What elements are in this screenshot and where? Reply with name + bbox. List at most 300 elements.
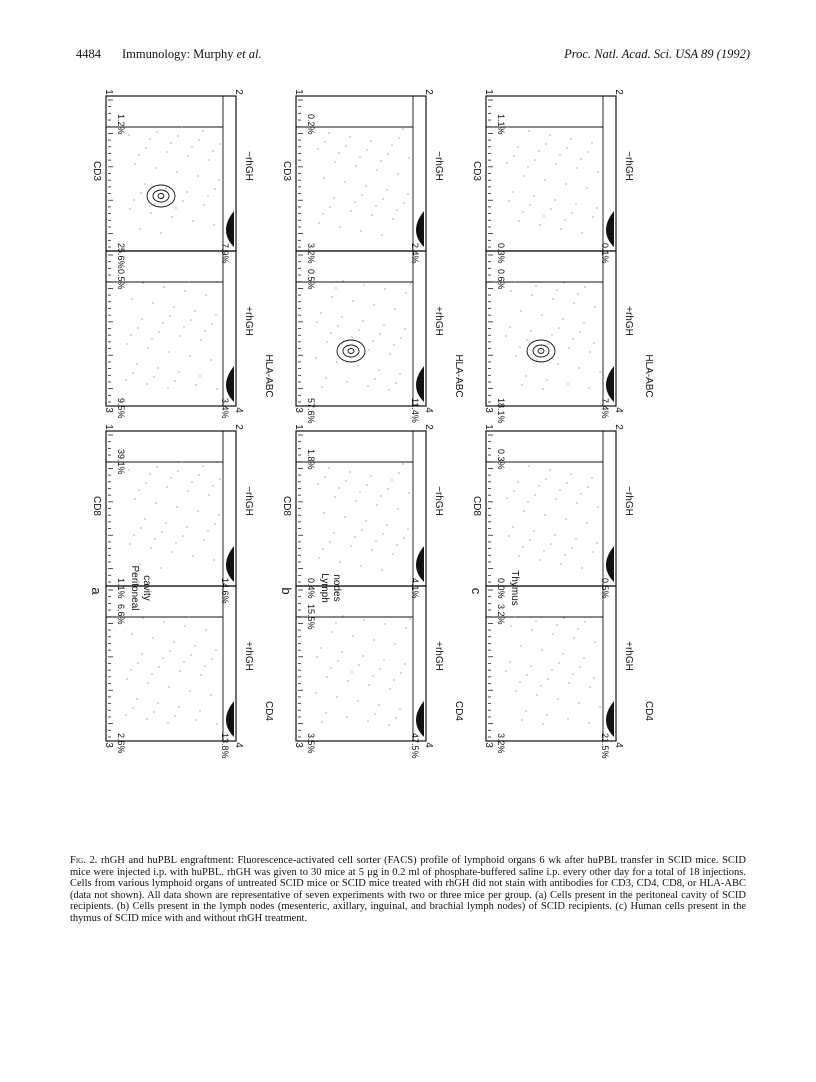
event-dot <box>518 555 519 556</box>
event-dot <box>566 147 567 148</box>
figure-caption <box>70 855 746 950</box>
event-dot <box>365 520 366 521</box>
event-dot <box>176 171 177 172</box>
event-dot <box>184 290 185 291</box>
event-dot <box>383 324 384 325</box>
event-dot <box>395 382 396 383</box>
event-dot <box>128 469 129 470</box>
event-dot <box>543 550 544 551</box>
quadrant-percent: 25.6% <box>116 243 126 269</box>
facs-panel <box>486 431 616 599</box>
event-dot <box>316 656 317 657</box>
event-dot <box>336 696 337 697</box>
corner-label: 2 <box>233 89 244 95</box>
quadrant-percent: 0.1% <box>600 243 610 264</box>
event-dot <box>578 367 579 368</box>
event-dot <box>587 486 588 487</box>
event-dot <box>175 207 176 208</box>
event-dot <box>394 643 395 644</box>
contour-ring <box>147 185 175 207</box>
event-dot <box>346 716 347 717</box>
event-dot <box>154 538 155 539</box>
event-dot <box>351 336 352 337</box>
event-dot <box>563 282 564 283</box>
quadrant-percent: 13.8% <box>220 733 230 759</box>
event-dot <box>549 469 550 470</box>
event-dot <box>572 338 573 339</box>
treatment-label: −rhGH <box>433 151 444 181</box>
event-dot <box>191 146 192 147</box>
event-dot <box>197 510 198 511</box>
event-dot <box>162 322 163 323</box>
y-axis-label: CD3 <box>281 160 292 182</box>
event-dot <box>181 461 182 462</box>
event-dot <box>211 323 212 324</box>
event-dot <box>539 559 540 560</box>
event-dot <box>568 682 569 683</box>
quadrant-percent: 21.5% <box>600 733 610 759</box>
event-dot <box>558 662 559 663</box>
event-dot <box>551 669 552 670</box>
event-dot <box>394 308 395 309</box>
event-dot <box>562 653 563 654</box>
event-dot <box>375 205 376 206</box>
event-dot <box>149 473 150 474</box>
event-dot <box>150 212 151 213</box>
event-dot <box>593 677 594 678</box>
event-dot <box>546 379 547 380</box>
treatment-label: +rhGH <box>623 306 634 336</box>
event-dot <box>329 206 330 207</box>
event-dot <box>368 684 369 685</box>
event-dot <box>381 234 382 235</box>
event-dot <box>405 627 406 628</box>
event-dot <box>546 714 547 715</box>
event-dot <box>163 286 164 287</box>
event-dot <box>315 357 316 358</box>
quadrant-percent: 14.6% <box>220 578 230 604</box>
event-dot <box>320 647 321 648</box>
corner-label: 1 <box>103 89 114 95</box>
event-dot <box>181 126 182 127</box>
event-dot <box>365 185 366 186</box>
event-dot <box>331 631 332 632</box>
event-dot <box>192 220 193 221</box>
caption-text: rhGH and huPBL engraftment: Fluorescence-activated cell sorter (FACS) profile of lymphoid organs 6 wk after huPBL transfer in SCID mice. SCID mice were injected i.p. with huPBL. rhGH was given to 30 mice at 5 μg in 0.2 ml of phosphate-buffered saline i.p. every other day for a total of 18 injections. Cells from various lymphoid organs of untreated SCID mice or SCID mice treated with rhGH did not stain with antibodies for CD3, CD4, CD8, or HLA-ABC (data not shown). All data shown are representative of seven experiments with two or three mice per group. (a) Cells present in the peritoneal cavity of SCID recipients. (b) Cells present in the lymph nodes (mesenteric, axillary, inguinal, and brachial lymph nodes) of SCID recipients. (c) Human cells present in the thymus of SCID mice with and without rhGH treatment. <box>70 855 746 924</box>
event-dot <box>128 134 129 135</box>
event-dot <box>146 718 147 719</box>
treatment-label: −rhGH <box>623 486 634 516</box>
corner-label: 3 <box>483 407 494 413</box>
event-dot <box>190 319 191 320</box>
event-dot <box>322 548 323 549</box>
quadrant-percent: 0.3% <box>496 449 506 470</box>
event-dot <box>380 495 381 496</box>
event-dot <box>210 359 211 360</box>
event-dot <box>573 637 574 638</box>
event-dot <box>214 188 215 189</box>
event-dot <box>192 555 193 556</box>
event-dot <box>584 621 585 622</box>
event-dot <box>372 340 373 341</box>
event-dot <box>336 361 337 362</box>
event-dot <box>160 567 161 568</box>
event-dot <box>367 720 368 721</box>
event-dot <box>529 204 530 205</box>
event-dot <box>156 466 157 467</box>
quadrant-percent: 3.2% <box>496 733 506 754</box>
event-dot <box>506 497 507 498</box>
event-dot <box>508 535 509 536</box>
event-dot <box>380 160 381 161</box>
event-dot <box>368 349 369 350</box>
event-dot <box>509 661 510 662</box>
event-dot <box>134 498 135 499</box>
event-dot <box>352 635 353 636</box>
dense-population <box>226 366 234 402</box>
event-dot <box>387 153 388 154</box>
event-dot <box>360 230 361 231</box>
event-dot <box>315 692 316 693</box>
event-dot <box>589 351 590 352</box>
event-dot <box>534 159 535 160</box>
event-dot <box>213 559 214 560</box>
x-axis-label: HLA-ABC <box>263 354 274 398</box>
event-dot <box>378 369 379 370</box>
event-dot <box>338 487 339 488</box>
event-dot <box>507 461 508 462</box>
event-dot <box>386 189 387 190</box>
event-dot <box>586 522 587 523</box>
event-dot <box>214 523 215 524</box>
event-dot <box>565 518 566 519</box>
event-dot <box>339 226 340 227</box>
y-axis-label: CD8 <box>281 495 292 517</box>
event-dot <box>126 678 127 679</box>
event-dot <box>168 686 169 687</box>
event-dot <box>207 530 208 531</box>
event-dot <box>203 204 204 205</box>
event-dot <box>571 212 572 213</box>
event-dot <box>400 337 401 338</box>
event-dot <box>527 501 528 502</box>
event-dot <box>568 347 569 348</box>
event-dot <box>161 196 162 197</box>
event-dot <box>157 702 158 703</box>
marker-group-hla <box>91 89 274 418</box>
dense-population <box>606 211 614 247</box>
event-dot <box>510 625 511 626</box>
quadrant-percent: 4.1% <box>410 578 420 599</box>
event-dot <box>361 194 362 195</box>
quadrant-percent: 1.1% <box>116 578 126 599</box>
event-dot <box>594 306 595 307</box>
event-dot <box>188 616 189 617</box>
event-dot <box>525 375 526 376</box>
event-dot <box>160 232 161 233</box>
event-dot <box>370 475 371 476</box>
event-dot <box>200 674 201 675</box>
event-dot <box>513 490 514 491</box>
event-dot <box>388 389 389 390</box>
event-dot <box>599 706 600 707</box>
event-dot <box>341 651 342 652</box>
event-dot <box>354 201 355 202</box>
event-dot <box>357 365 358 366</box>
event-dot <box>539 224 540 225</box>
event-dot <box>402 128 403 129</box>
treatment-label: +rhGH <box>623 641 634 671</box>
event-dot <box>334 496 335 497</box>
facs-panel <box>106 96 236 269</box>
event-dot <box>517 146 518 147</box>
event-dot <box>133 534 134 535</box>
dense-population <box>606 366 614 402</box>
event-dot <box>374 378 375 379</box>
event-dot <box>392 218 393 219</box>
event-dot <box>560 228 561 229</box>
panel-letter: c <box>469 587 484 595</box>
event-dot <box>194 645 195 646</box>
event-dot <box>328 467 329 468</box>
y-axis-label: CD8 <box>91 495 102 517</box>
event-dot <box>195 719 196 720</box>
event-dot <box>170 142 171 143</box>
event-dot <box>378 704 379 705</box>
event-dot <box>363 284 364 285</box>
event-dot <box>198 139 199 140</box>
dense-population <box>606 701 614 737</box>
event-dot <box>141 318 142 319</box>
event-dot <box>366 149 367 150</box>
quadrant-percent: 9.5% <box>116 398 126 419</box>
event-dot <box>191 481 192 482</box>
event-dot <box>358 329 359 330</box>
event-dot <box>573 302 574 303</box>
caption-label: Fig. 2. <box>70 855 98 866</box>
event-dot <box>156 131 157 132</box>
event-dot <box>317 483 318 484</box>
event-dot <box>338 152 339 153</box>
event-dot <box>349 136 350 137</box>
event-dot <box>175 542 176 543</box>
event-dot <box>155 167 156 168</box>
quadrant-percent: 0.5% <box>600 578 610 599</box>
event-dot <box>588 722 589 723</box>
event-dot <box>212 485 213 486</box>
event-dot <box>218 514 219 515</box>
event-dot <box>203 539 204 540</box>
event-dot <box>399 373 400 374</box>
event-dot <box>510 290 511 291</box>
event-dot <box>558 327 559 328</box>
event-dot <box>316 321 317 322</box>
event-dot <box>129 208 130 209</box>
y-axis-label: CD3 <box>471 160 482 182</box>
facs-panel <box>296 96 426 264</box>
event-dot <box>190 654 191 655</box>
contour-ring <box>348 349 354 354</box>
event-dot <box>381 569 382 570</box>
corner-label: 2 <box>423 424 434 430</box>
event-dot <box>405 292 406 293</box>
event-dot <box>580 493 581 494</box>
event-dot <box>150 547 151 548</box>
event-dot <box>325 712 326 713</box>
corner-label: 3 <box>103 742 114 748</box>
y-axis-label: CD8 <box>471 495 482 517</box>
event-dot <box>373 304 374 305</box>
x-axis-label: HLA-ABC <box>453 354 464 398</box>
event-dot <box>140 192 141 193</box>
event-dot <box>587 151 588 152</box>
event-dot <box>392 553 393 554</box>
event-dot <box>383 659 384 660</box>
event-dot <box>186 526 187 527</box>
event-dot <box>379 668 380 669</box>
event-dot <box>144 183 145 184</box>
event-dot <box>354 536 355 537</box>
event-dot <box>358 664 359 665</box>
event-dot <box>183 326 184 327</box>
event-dot <box>540 350 541 351</box>
event-dot <box>318 557 319 558</box>
quadrant-percent: 57.6% <box>306 398 316 424</box>
event-dot <box>544 514 545 515</box>
quadrant-percent: 0.0% <box>496 578 506 599</box>
event-dot <box>533 530 534 531</box>
event-dot <box>526 674 527 675</box>
quadrant-percent: 3.5% <box>306 733 316 754</box>
quadrant-percent: 11.4% <box>410 398 420 423</box>
event-dot <box>572 673 573 674</box>
event-dot <box>331 296 332 297</box>
corner-label: 4 <box>423 742 434 748</box>
event-dot <box>536 694 537 695</box>
corner-label: 1 <box>483 89 494 95</box>
facs-panel <box>106 431 236 604</box>
event-dot <box>521 384 522 385</box>
event-dot <box>530 665 531 666</box>
tissue-label: Peritoneal <box>129 565 140 611</box>
event-dot <box>514 616 515 617</box>
event-dot <box>593 342 594 343</box>
y-axis-label: CD3 <box>91 160 102 182</box>
event-dot <box>583 657 584 658</box>
event-dot <box>387 488 388 489</box>
event-dot <box>376 169 377 170</box>
event-dot <box>557 363 558 364</box>
event-dot <box>519 346 520 347</box>
event-dot <box>550 208 551 209</box>
event-dot <box>409 283 410 284</box>
marker-group-hla <box>281 89 464 423</box>
event-dot <box>359 156 360 157</box>
event-dot <box>570 138 571 139</box>
event-dot <box>520 310 521 311</box>
event-dot <box>540 685 541 686</box>
event-dot <box>556 624 557 625</box>
event-dot <box>567 718 568 719</box>
event-dot <box>567 383 568 384</box>
event-dot <box>187 155 188 156</box>
dense-population <box>226 546 234 582</box>
event-dot <box>208 159 209 160</box>
event-dot <box>398 472 399 473</box>
contour-ring <box>343 345 359 357</box>
dense-population <box>606 546 614 582</box>
event-dot <box>326 676 327 677</box>
event-dot <box>167 387 168 388</box>
event-dot <box>535 285 536 286</box>
event-dot <box>570 473 571 474</box>
event-dot <box>584 286 585 287</box>
event-dot <box>597 171 598 172</box>
dense-population <box>416 546 424 582</box>
event-dot <box>216 388 217 389</box>
event-dot <box>199 710 200 711</box>
event-dot <box>355 165 356 166</box>
event-dot <box>158 331 159 332</box>
event-dot <box>330 667 331 668</box>
event-dot <box>151 673 152 674</box>
event-dot <box>555 498 556 499</box>
event-dot <box>342 615 343 616</box>
event-dot <box>552 633 553 634</box>
event-dot <box>170 477 171 478</box>
event-dot <box>141 653 142 654</box>
event-dot <box>216 723 217 724</box>
event-dot <box>579 331 580 332</box>
event-dot <box>359 491 360 492</box>
event-dot <box>155 502 156 503</box>
quadrant-percent: 15.5% <box>306 604 316 630</box>
event-dot <box>591 142 592 143</box>
quadrant-percent: 6.6% <box>116 604 126 625</box>
event-dot <box>577 293 578 294</box>
event-dot <box>182 535 183 536</box>
event-dot <box>513 155 514 156</box>
dense-population <box>416 701 424 737</box>
event-dot <box>382 198 383 199</box>
event-dot <box>397 173 398 174</box>
event-dot <box>396 544 397 545</box>
event-dot <box>323 177 324 178</box>
dense-population <box>226 701 234 737</box>
event-dot <box>554 534 555 535</box>
event-dot <box>149 138 150 139</box>
event-dot <box>526 339 527 340</box>
event-dot <box>134 163 135 164</box>
quadrant-percent: 0.5% <box>306 269 316 290</box>
event-dot <box>163 621 164 622</box>
event-dot <box>130 334 131 335</box>
event-dot <box>318 222 319 223</box>
event-dot <box>322 213 323 214</box>
corner-label: 3 <box>293 407 304 413</box>
corner-label: 4 <box>233 407 244 413</box>
event-dot <box>538 150 539 151</box>
event-dot <box>577 628 578 629</box>
event-dot <box>342 280 343 281</box>
event-dot <box>403 202 404 203</box>
event-dot <box>408 157 409 158</box>
event-dot <box>547 343 548 344</box>
event-dot <box>197 175 198 176</box>
event-dot <box>556 289 557 290</box>
event-dot <box>207 195 208 196</box>
event-dot <box>400 672 401 673</box>
